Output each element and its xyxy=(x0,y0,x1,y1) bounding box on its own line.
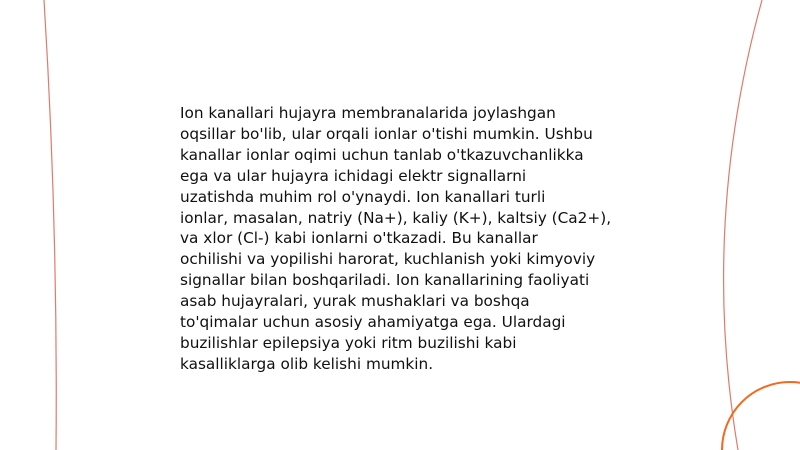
paragraph-line: ochilishi va yopilishi harorat, kuchlanish yoki kimyoviy xyxy=(180,250,596,269)
paragraph-line: signallar bilan boshqariladi. Ion kanallarining faoliyati xyxy=(180,271,590,290)
orange-circle-decoration xyxy=(722,382,800,450)
paragraph-line: buzilishlar epilepsiya yoki ritm buzilishi kabi xyxy=(180,333,517,352)
paragraph-line: to'qimalar uchun asosiy ahamiyatga ega. Ulardagi xyxy=(180,313,566,332)
paragraph-line: oqsillar bo'lib, ular orqali ionlar o'tishi mumkin. Ushbu xyxy=(180,124,593,143)
body-paragraph xyxy=(180,103,630,375)
left-arc-decoration xyxy=(44,0,56,450)
right-arc-decoration xyxy=(724,0,762,450)
paragraph-line: Ion kanallari hujayra membranalarida joylashgan xyxy=(180,104,556,122)
paragraph-line: asab hujayralari, yurak mushaklari va boshqa xyxy=(180,292,530,311)
paragraph-line: ionlar, masalan, natriy (Na+), kaliy (K+), kaltsiy (Ca2+), xyxy=(180,208,612,227)
paragraph-line: kasalliklarga olib kelishi mumkin. xyxy=(180,354,434,373)
paragraph-line: ega va ular hujayra ichidagi elektr signallarni xyxy=(180,166,527,185)
paragraph-line: va xlor (Cl-) kabi ionlarni o'tkazadi. Bu kanallar xyxy=(180,229,538,248)
paragraph-line: kanallar ionlar oqimi uchun tanlab o'tkazuvchanlikka xyxy=(180,145,584,164)
paragraph-line: uzatishda muhim rol o'ynaydi. Ion kanallari turli xyxy=(180,187,546,206)
